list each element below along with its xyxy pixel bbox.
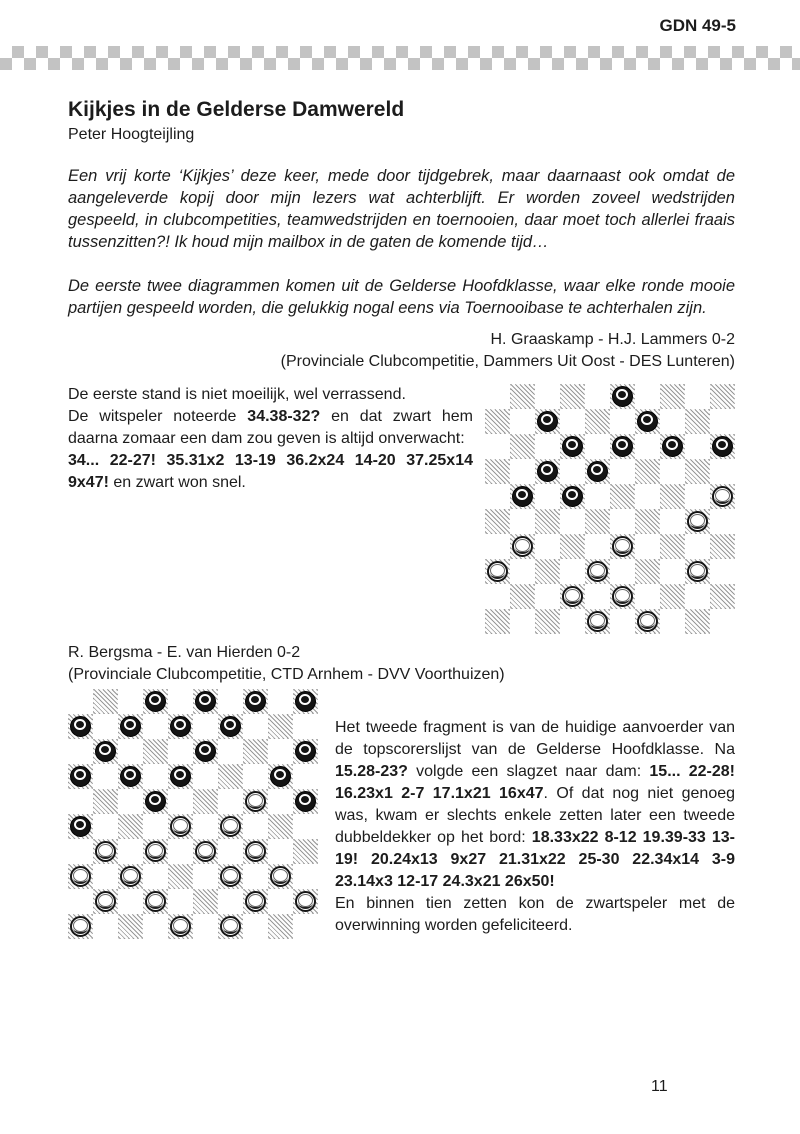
dark-square <box>710 534 735 559</box>
black-piece <box>120 766 141 787</box>
light-square <box>485 434 510 459</box>
white-piece <box>220 866 241 887</box>
dark-square <box>485 509 510 534</box>
dark-square <box>535 609 560 634</box>
light-square <box>535 434 560 459</box>
commentary-text: . Of dat nog niet genoeg was, kwam er slechts enkele zetten later een tweede dubbeldekker op het bord: <box>335 785 736 846</box>
black-piece <box>170 716 191 737</box>
black-piece <box>245 691 266 712</box>
light-square <box>635 484 660 509</box>
black-piece <box>195 691 216 712</box>
dark-square <box>218 914 243 939</box>
dark-square <box>585 609 610 634</box>
light-square <box>218 739 243 764</box>
light-square <box>510 509 535 534</box>
light-square <box>635 384 660 409</box>
light-square <box>685 584 710 609</box>
light-square <box>585 384 610 409</box>
dark-square <box>635 459 660 484</box>
light-square <box>193 914 218 939</box>
dark-square <box>710 434 735 459</box>
black-piece <box>637 411 658 432</box>
light-square <box>68 739 93 764</box>
dark-square <box>193 739 218 764</box>
white-piece <box>170 816 191 837</box>
light-square <box>610 409 635 434</box>
dark-square <box>93 839 118 864</box>
black-piece <box>712 436 733 457</box>
light-square <box>560 409 585 434</box>
light-square <box>268 739 293 764</box>
white-piece <box>295 891 316 912</box>
white-piece <box>195 841 216 862</box>
dark-square <box>510 434 535 459</box>
light-square <box>610 609 635 634</box>
black-piece <box>95 741 116 762</box>
draughts-board-1 <box>485 384 735 634</box>
light-square <box>660 559 685 584</box>
black-piece <box>537 461 558 482</box>
black-piece <box>145 791 166 812</box>
light-square <box>168 889 193 914</box>
dark-square <box>535 509 560 534</box>
dark-square <box>243 789 268 814</box>
black-piece <box>537 411 558 432</box>
dark-square <box>118 764 143 789</box>
dark-square <box>68 864 93 889</box>
white-piece <box>612 536 633 557</box>
light-square <box>635 434 660 459</box>
light-square <box>610 509 635 534</box>
dark-square <box>143 839 168 864</box>
move-notation: 15... 22-28! 16.23x1 2-7 17.1x21 16x47 <box>335 763 735 802</box>
dark-square <box>68 764 93 789</box>
dark-square <box>485 459 510 484</box>
dark-square <box>193 789 218 814</box>
game2-heading <box>68 642 735 686</box>
light-square <box>293 764 318 789</box>
intro-paragraph: Een vrij korte ‘Kijkjes’ deze keer, mede door tijdgebrek, maar daarnaast ook omdat de aangeleverde kopij door mijn lezers wat achterblijft. Er worden zoveel wedstrijden gespeeld, in clubcompetities, teamwedstrijden en toernooien, daar moet toch allerlei fraais tussenzitten?! Ik houd mijn mailbox in de gaten de komende tijd… <box>68 167 735 251</box>
dark-square <box>610 384 635 409</box>
dark-square <box>143 689 168 714</box>
article-title: Kijkjes in de Gelderse Damwereld <box>68 98 405 121</box>
dark-square <box>510 534 535 559</box>
dark-square <box>685 559 710 584</box>
light-square <box>660 459 685 484</box>
light-square <box>268 789 293 814</box>
light-square <box>68 689 93 714</box>
game2-commentary <box>335 717 735 939</box>
dark-square <box>268 764 293 789</box>
dark-square <box>635 409 660 434</box>
dark-square <box>68 714 93 739</box>
light-square <box>143 814 168 839</box>
light-square <box>68 889 93 914</box>
dark-square <box>268 714 293 739</box>
dark-square <box>610 584 635 609</box>
light-square <box>535 484 560 509</box>
black-piece <box>70 816 91 837</box>
light-square <box>293 714 318 739</box>
dark-square <box>293 839 318 864</box>
dark-square <box>660 384 685 409</box>
dark-square <box>660 484 685 509</box>
light-square <box>243 864 268 889</box>
light-square <box>585 584 610 609</box>
dark-square <box>218 764 243 789</box>
dark-square <box>218 714 243 739</box>
light-square <box>510 609 535 634</box>
dark-square <box>268 914 293 939</box>
dark-square <box>685 609 710 634</box>
light-square <box>93 714 118 739</box>
light-square <box>68 789 93 814</box>
light-square <box>485 584 510 609</box>
black-piece <box>70 766 91 787</box>
light-square <box>710 509 735 534</box>
black-piece <box>120 716 141 737</box>
light-square <box>293 814 318 839</box>
dark-square <box>635 509 660 534</box>
commentary-paragraph <box>335 717 735 893</box>
light-square <box>635 584 660 609</box>
white-piece <box>512 536 533 557</box>
dark-square <box>710 484 735 509</box>
white-piece <box>245 841 266 862</box>
white-piece <box>587 561 608 582</box>
dark-square <box>535 559 560 584</box>
draughts-board-2 <box>68 689 318 939</box>
white-piece <box>637 611 658 632</box>
commentary-text: en zwart won snel. <box>108 474 246 491</box>
white-piece <box>270 866 291 887</box>
intro-paragraph: De eerste twee diagrammen komen uit de Gelderse Hoofdklasse, waar elke ronde mooie partijen gespeeld worden, die gelukkig nogal eens via Toernooibase te achterhalen zijn. <box>68 277 735 317</box>
dark-square <box>218 864 243 889</box>
light-square <box>93 914 118 939</box>
light-square <box>143 714 168 739</box>
light-square <box>168 789 193 814</box>
game2-section <box>68 689 735 939</box>
light-square <box>685 484 710 509</box>
black-piece <box>612 386 633 407</box>
dark-square <box>243 739 268 764</box>
white-piece <box>245 891 266 912</box>
light-square <box>118 839 143 864</box>
white-piece <box>170 916 191 937</box>
white-piece <box>687 561 708 582</box>
page-number: 11 <box>651 1078 668 1095</box>
dark-square <box>168 714 193 739</box>
dark-square <box>635 609 660 634</box>
article-author: Peter Hoogteijling <box>68 126 195 143</box>
white-piece <box>95 891 116 912</box>
light-square <box>510 559 535 584</box>
light-square <box>560 509 585 534</box>
light-square <box>243 714 268 739</box>
light-square <box>118 739 143 764</box>
light-square <box>685 384 710 409</box>
game1-event: (Provinciale Clubcompetitie, Dammers Uit Oost - DES Lunteren) <box>280 353 735 370</box>
commentary-text: En binnen tien zetten kon de zwartspeler met de overwinning worden gefeliciteerd. <box>335 895 735 934</box>
black-piece <box>195 741 216 762</box>
white-piece <box>70 916 91 937</box>
dark-square <box>710 384 735 409</box>
light-square <box>535 584 560 609</box>
light-square <box>560 459 585 484</box>
white-piece <box>145 891 166 912</box>
commentary-paragraph <box>68 406 473 450</box>
dark-square <box>68 814 93 839</box>
dark-square <box>168 764 193 789</box>
dark-square <box>68 914 93 939</box>
dark-square <box>485 559 510 584</box>
move-notation: 18.33x22 8-12 19.39-33 13-19! 20.24x13 9x27 21.31x22 25-30 22.34x14 3-9 23.14x3 12-17 24.3x21 26x50! <box>335 829 736 890</box>
dark-square <box>268 864 293 889</box>
light-square <box>710 559 735 584</box>
game1-section <box>68 384 735 634</box>
dark-square <box>93 889 118 914</box>
light-square <box>193 764 218 789</box>
light-square <box>243 814 268 839</box>
dark-square <box>168 914 193 939</box>
dark-square <box>93 739 118 764</box>
black-piece <box>220 716 241 737</box>
dark-square <box>168 864 193 889</box>
white-piece <box>562 586 583 607</box>
light-square <box>560 609 585 634</box>
black-piece <box>295 741 316 762</box>
dark-square <box>243 889 268 914</box>
light-square <box>143 864 168 889</box>
black-piece <box>662 436 683 457</box>
dark-square <box>218 814 243 839</box>
dark-square <box>243 839 268 864</box>
black-piece <box>145 691 166 712</box>
white-piece <box>220 916 241 937</box>
black-piece <box>562 436 583 457</box>
light-square <box>610 459 635 484</box>
move-notation: 34.38-32? <box>247 408 321 425</box>
white-piece <box>120 866 141 887</box>
commentary-text: De eerste stand is niet moeilijk, wel verrassend. <box>68 386 406 403</box>
dark-square <box>710 584 735 609</box>
light-square <box>168 839 193 864</box>
issue-label: GDN 49-5 <box>659 16 736 35</box>
dark-square <box>685 409 710 434</box>
black-piece <box>562 486 583 507</box>
light-square <box>585 534 610 559</box>
light-square <box>485 384 510 409</box>
black-piece <box>295 791 316 812</box>
dark-square <box>585 459 610 484</box>
black-piece <box>512 486 533 507</box>
white-piece <box>145 841 166 862</box>
light-square <box>710 459 735 484</box>
light-square <box>243 914 268 939</box>
dark-square <box>635 559 660 584</box>
light-square <box>68 839 93 864</box>
light-square <box>293 864 318 889</box>
light-square <box>660 409 685 434</box>
light-square <box>660 509 685 534</box>
dark-square <box>560 484 585 509</box>
light-square <box>560 559 585 584</box>
dark-square <box>143 739 168 764</box>
dark-square <box>510 584 535 609</box>
light-square <box>118 689 143 714</box>
dark-square <box>93 789 118 814</box>
light-square <box>660 609 685 634</box>
light-square <box>293 914 318 939</box>
dark-square <box>293 789 318 814</box>
dark-square <box>685 459 710 484</box>
light-square <box>243 764 268 789</box>
dark-square <box>293 739 318 764</box>
checkered-banner <box>0 46 800 70</box>
dark-square <box>93 689 118 714</box>
dark-square <box>560 434 585 459</box>
dark-square <box>685 509 710 534</box>
dark-square <box>560 384 585 409</box>
light-square <box>268 839 293 864</box>
dark-square <box>610 484 635 509</box>
light-square <box>535 534 560 559</box>
white-piece <box>245 791 266 812</box>
game1-heading <box>68 329 735 373</box>
light-square <box>143 914 168 939</box>
dark-square <box>118 864 143 889</box>
light-square <box>485 484 510 509</box>
white-piece <box>95 841 116 862</box>
white-piece <box>687 511 708 532</box>
black-piece <box>612 436 633 457</box>
light-square <box>193 864 218 889</box>
black-piece <box>295 691 316 712</box>
dark-square <box>510 484 535 509</box>
white-piece <box>712 486 733 507</box>
commentary-paragraph <box>68 384 473 406</box>
dark-square <box>268 814 293 839</box>
black-piece <box>270 766 291 787</box>
white-piece <box>70 866 91 887</box>
dark-square <box>168 814 193 839</box>
dark-square <box>143 789 168 814</box>
dark-square <box>560 534 585 559</box>
dark-square <box>585 509 610 534</box>
move-notation: 34... 22-27! 35.31x2 13-19 36.2x24 14-20 37.25x14 9x47! <box>68 452 473 491</box>
light-square <box>635 534 660 559</box>
light-square <box>510 409 535 434</box>
dark-square <box>560 584 585 609</box>
light-square <box>485 534 510 559</box>
light-square <box>168 689 193 714</box>
dark-square <box>293 889 318 914</box>
light-square <box>535 384 560 409</box>
black-piece <box>70 716 91 737</box>
dark-square <box>585 559 610 584</box>
light-square <box>218 839 243 864</box>
light-square <box>93 814 118 839</box>
dark-square <box>118 714 143 739</box>
light-square <box>610 559 635 584</box>
commentary-text: en dat zwart hem daarna zomaar een dam zou geven is altijd onverwacht: <box>68 408 474 447</box>
light-square <box>585 484 610 509</box>
light-square <box>268 689 293 714</box>
light-square <box>193 814 218 839</box>
page-content <box>0 97 800 939</box>
light-square <box>118 789 143 814</box>
light-square <box>93 864 118 889</box>
dark-square <box>193 889 218 914</box>
dark-square <box>610 434 635 459</box>
dark-square <box>660 534 685 559</box>
commentary-text: De witspeler noteerde <box>68 408 248 425</box>
dark-square <box>193 839 218 864</box>
light-square <box>118 889 143 914</box>
commentary-paragraph <box>68 450 473 494</box>
light-square <box>93 764 118 789</box>
dark-square <box>143 889 168 914</box>
light-square <box>710 609 735 634</box>
commentary-text: volgde een slagzet naar dam: <box>407 763 650 780</box>
dark-square <box>535 409 560 434</box>
light-square <box>218 889 243 914</box>
commentary-paragraph <box>335 893 735 937</box>
dark-square <box>585 409 610 434</box>
black-piece <box>170 766 191 787</box>
dark-square <box>243 689 268 714</box>
light-square <box>168 739 193 764</box>
white-piece <box>487 561 508 582</box>
dark-square <box>610 534 635 559</box>
commentary-text: Het tweede fragment is van de huidige aanvoerder van de topscorerslijst van de Gelderse Hoofdklasse. Na <box>335 719 735 758</box>
dark-square <box>193 689 218 714</box>
light-square <box>510 459 535 484</box>
game2-players: R. Bergsma - E. van Hierden 0-2 <box>68 644 301 661</box>
light-square <box>218 789 243 814</box>
light-square <box>143 764 168 789</box>
white-piece <box>587 611 608 632</box>
game2-event: (Provinciale Clubcompetitie, CTD Arnhem - DVV Voorthuizen) <box>68 666 505 683</box>
light-square <box>268 889 293 914</box>
dark-square <box>118 914 143 939</box>
dark-square <box>660 584 685 609</box>
dark-square <box>535 459 560 484</box>
dark-square <box>485 409 510 434</box>
light-square <box>685 534 710 559</box>
move-notation: 15.28-23? <box>335 763 408 780</box>
light-square <box>685 434 710 459</box>
dark-square <box>485 609 510 634</box>
light-square <box>710 409 735 434</box>
white-piece <box>220 816 241 837</box>
white-piece <box>612 586 633 607</box>
dark-square <box>118 814 143 839</box>
light-square <box>193 714 218 739</box>
dark-square <box>293 689 318 714</box>
black-piece <box>587 461 608 482</box>
game1-players: H. Graaskamp - H.J. Lammers 0-2 <box>490 331 735 348</box>
light-square <box>218 689 243 714</box>
game1-commentary <box>68 384 473 634</box>
dark-square <box>660 434 685 459</box>
dark-square <box>510 384 535 409</box>
light-square <box>585 434 610 459</box>
